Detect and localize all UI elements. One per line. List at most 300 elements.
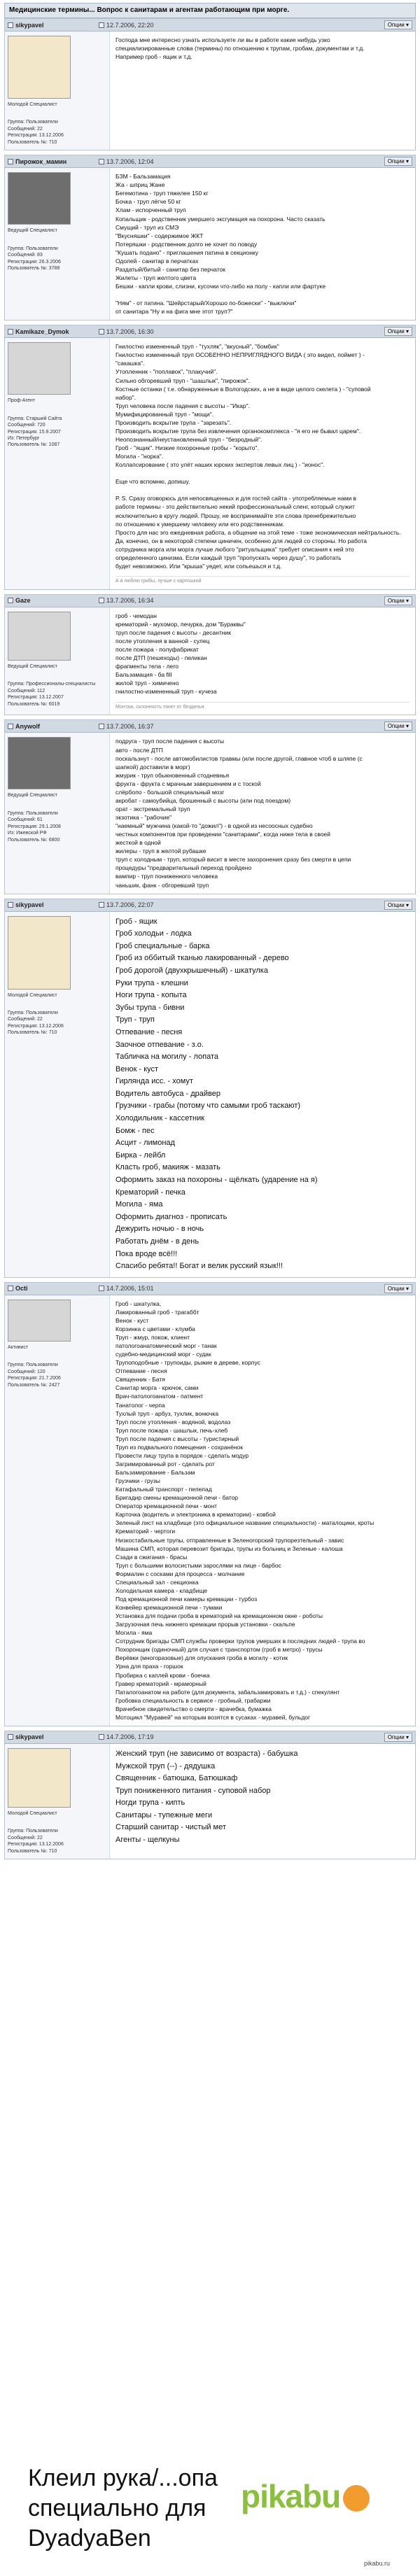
user-stat: Регистрация: 15.9.2007 [8,429,61,435]
post-line: Священник - Батя [115,1376,165,1384]
cookie-icon [343,2485,370,2512]
post-line: Хлам - испорченный труп [115,206,186,214]
post-line: гроб - чемодан [115,612,157,619]
user-stat: Из: Петербург [8,436,40,441]
forum-post [4,1282,416,1726]
user-stat: Регистрация: 13.12.2007 [8,695,64,701]
user-stat: Сообщений: 22 [8,1017,43,1022]
posts-list [4,18,416,1859]
post-body [5,338,415,589]
user-status-icon [8,22,13,28]
user-stat: Пользователь №: 710 [8,1848,57,1854]
post-line: поскальзнут - после автомобилистов травмы (или после другой, главное чтоб в шляпе (с [115,754,363,762]
post-line: экзотика - "рабочие" [115,814,172,821]
post-header [5,595,415,607]
post-line: чаньшик, фанк - обгоревший труп [115,881,209,889]
user-stat: Регистрация: 21.7.2006 [8,1376,61,1381]
post-line: Специальный зал - секционка [115,1578,199,1586]
post-line: "наемный" мужчина (какой-то "дожил") - в одной из несоосных судебно [115,822,313,830]
user-status-icon [8,1734,13,1740]
post-body [5,607,415,715]
post-body [5,1295,415,1726]
user-stat: Регистрация: 13.12.2006 [8,133,64,139]
post-line: Труп пониженного питания - суповой набор [115,1786,271,1795]
post-line: Холодильная камера - кладбище [115,1586,208,1594]
user-status-icon [8,329,13,335]
post-author[interactable] [8,1285,99,1292]
user-stat: Пользователь №: 6019 [8,701,60,707]
post-content [110,733,415,893]
options-button[interactable]: Опции ▾ [384,157,412,166]
user-stat: Из: Ижевской РФ [8,831,47,836]
post-line: Мотоцикл "Муравей" на которым возятся в сусаках - муравей, бульдог [115,1713,311,1721]
post-line: исключительно в кругу людей. Прошу, не воспринимайте эти слова пренебрежительно [115,512,356,519]
post-signature: А я люблю грибы, лучше с картошкой [115,576,410,585]
post-body [5,1744,415,1859]
post-author[interactable] [8,22,99,29]
post-date [99,328,154,335]
post-icon [99,329,104,335]
post-line [115,290,410,299]
post-line: Венок - куст [115,1316,149,1324]
avatar[interactable] [8,737,71,789]
post-line: Гроб - ящик [115,917,158,926]
post-line: жилеры - труп в желтой рубашке [115,847,206,855]
caption-line: DyadyaBen [28,2525,151,2552]
post-line: орат - экстремальный труп [115,805,190,812]
post-date-text: 14.7.2006, 15:01 [106,1285,154,1293]
post-line: Гроб - "ящик". Низкие похоронные гробы - "корыто". [115,444,259,451]
forum-post [4,1731,416,1859]
post-line: Зубы трупа - бивни [115,1003,185,1012]
post-line: специализированные слова (термины) по отношению к трупам, гробам, документам и т.д. [115,45,365,52]
post-line: Пробирка с каплей крови - боечка [115,1671,210,1679]
post-line: Гроб - шкатулка, [115,1300,162,1307]
post-line: Гроб холодьи - лодка [115,929,192,938]
post-date [99,158,154,165]
post-content [110,338,415,589]
author-name[interactable]: sikypavel [15,901,44,909]
post-date [99,723,154,730]
post-header [5,899,415,912]
post-line: Могила - яма [115,1629,153,1637]
user-stat: Сообщений: 22 [8,1835,43,1840]
post-line: Ногди трупа - кипть [115,1799,186,1808]
post-line: Гробовка специальность в сервисе - гробный, грабаржи [115,1696,271,1704]
user-stat: Группа: Профессионалы-специалисты [8,682,96,687]
post-line: после ДТП (пешеходы) - пеликан [115,654,207,662]
post-line: "Ням" - от патина. "Шейрстарый/Хорошо по-божески" - "выключи" [115,300,297,307]
post-line: гнилостно-измененный труп - кучеза [115,688,217,696]
user-info [5,31,110,150]
post-line: Санитары - тупежные меги [115,1810,213,1820]
post-line: шапкой) доставили в морг) [115,763,190,770]
user-rank: Ведущий Специалист [8,793,57,798]
user-rank: Молодой Специалист [8,102,57,107]
post-line: Жилеты - труп желтого цвета [115,274,197,281]
post-line: Гроб дорогой (двухкрышечный) - шкатулка [115,966,268,975]
user-info [5,912,110,1277]
user-info [5,607,110,715]
user-info [5,1295,110,1726]
post-date [99,901,154,908]
forum-post [4,325,416,590]
post-line: Потеряшки - родственник долго не хочет по поводу [115,240,258,248]
post-line: сотрудника морга или морга лучше любого "ритуальщика" требует описания к ней это [115,545,354,553]
post-line: крематорий - мухомор, печурка, дом "Бураквы" [115,620,246,628]
post-line: Корзинка с цветами - клумба [115,1325,195,1332]
post-line: Гроб из оббитый тканью лакированный - дерево [115,954,289,963]
post-line: Врач-патологоанатом - патмент [115,1393,204,1400]
post-author[interactable] [8,158,99,165]
user-stat: Регистрация: 13.12.2006 [8,1842,64,1847]
post-line: Бирка - лейбл [115,1150,166,1160]
user-stat: Регистрация: 29.1.2008 [8,824,61,829]
post-line: Труп человека после падения с высоты - "Икар". [115,402,250,409]
user-rank: Активист [8,1344,29,1350]
post-line: Пока вроде всё!!! [115,1249,178,1258]
user-info [5,733,110,893]
post-icon [99,1734,104,1740]
post-line [115,486,410,494]
user-info [5,168,110,320]
post-line: Старший санитар - чистый мет [115,1823,226,1832]
post-line [115,469,410,477]
post-header [5,720,415,733]
post-line: Крематорий - чертоги [115,1528,176,1535]
post-line: Сзади в сжигания - брасы [115,1553,188,1561]
author-name[interactable]: Gaze [15,597,31,605]
post-header [5,1731,415,1744]
post-date-text: 13.7.2006, 16:34 [106,597,154,605]
post-line: процедуры "предварительный переход пройдено [115,864,252,872]
post-line: Р. S. Сразу оговорюсь для непосвященных и для гостей сайта - употребляемые нами в [115,495,357,502]
post-line: Грузчики - грабы (потому что самыми гроб таскают) [115,1102,301,1111]
post-line: подруга - труп после падения с высоты [115,738,225,745]
user-info [5,338,110,589]
post-author[interactable] [8,901,99,908]
avatar[interactable] [8,1748,71,1808]
post-line: набор". [115,393,136,401]
post-author[interactable] [8,1733,99,1740]
user-stat: Группа: Старший Сайта [8,416,62,421]
post-line: Еще что вспомню, допишу. [115,478,190,486]
user-rank: Молодой Специалист [8,992,57,998]
post-line: Загримированный рот - сделать рот [115,1460,215,1468]
post-line: Труп из подвального помещения - сохранёнок [115,1443,243,1451]
post-line: Загрузочная печь нижнего кремации прорыв установки - скальпе [115,1621,295,1628]
footer-caption [28,2463,218,2554]
post-line: Водитель автобуса - драйвер [115,1089,220,1098]
post-date [99,597,154,604]
post-content [110,607,415,715]
post-line: Отпевание - песня [115,1367,167,1375]
user-rank: Ведущий Специалист [8,663,57,669]
options-button[interactable]: Опции ▾ [384,901,412,910]
author-name[interactable]: sikypavel [15,1733,44,1741]
user-stat: Пользователь №: 710 [8,1030,57,1036]
post-line: авто - после ДТП [115,746,163,754]
post-line: Похоронщик (одиночный) для случая с транспортом (гроб в метро) - трусы [115,1646,323,1654]
post-line: Крематорий - печка [115,1188,186,1197]
post-icon [99,1286,104,1291]
post-line: Копальщик - родственник умершего эксгумация на похорона. Часто сказать [115,215,326,223]
watermark-footer [0,2435,420,2575]
post-line: Производить вскрытие трупа без извлечения органокомплекса - "я его не бывал царем". [115,427,361,435]
user-rank: Молодой Специалист [8,1810,57,1816]
author-name[interactable]: Kamikaze_Dymok [15,328,69,335]
user-stat: Пользователь №: 1087 [8,442,60,448]
post-line: Верёвки (многоразовые) для опускания гроба в могилу - котик [115,1654,288,1662]
logo-text: pikabu [241,2478,341,2514]
post-line: Агенты - щелкуны [115,1836,180,1845]
user-rank: Ведущий Специалист [8,228,57,234]
post-line: акробат - самоубийца, брошенный с высоты (или под поездом) [115,796,291,804]
post-content [110,912,415,1277]
post-line: Труп после падения с высоты - туристирный [115,1435,239,1442]
post-line: патологоанатомический морг - танак [115,1342,217,1350]
post-line: Гнилостно измененный труп - "тухляк", "вкусный", "бомбик" [115,343,279,351]
post-line: после утопления в ванной - сулец [115,638,210,645]
post-content [110,168,415,320]
post-line: Утопленник - "поплавок", "плакучий". [115,368,218,376]
post-line: "Вкусняшки" - содержимое ЖКТ [115,232,204,239]
post-line: Трупоподобные - трупоиды, рыжие в дереве, корпус [115,1359,260,1367]
forum-thread [4,3,416,1864]
post-line: Труп с большими волосистыми зарослями на лице - барбос [115,1561,281,1569]
post-date [99,22,154,29]
user-stat: Пользователь №: 6800 [8,837,60,843]
post-line: Оформить заказ на похороны - щёлкать (ударение на я) [115,1176,318,1185]
post-line: Под кремационной печи камеры кремации - турбоз [115,1595,258,1603]
post-line: Гроб специальные - барка [115,941,210,950]
user-stat: Сообщений: 112 [8,688,46,694]
avatar[interactable] [8,36,71,99]
post-line: Лакированный гроб - трагаббт [115,1308,200,1316]
post-line: Бригадир смены кремационной печи - батор [115,1494,239,1502]
user-stat: Сообщений: 61 [8,817,43,823]
post-date-text: 13.7.2006, 16:37 [106,722,154,730]
post-line: Бальзамация - ба fill [115,671,172,679]
post-line: Паталогоанатом на работе (для документа, забальзамировать и т.д.) - спекулянт [115,1688,340,1696]
forum-post [4,899,416,1278]
caption-line: Клеил рука/...опа [28,2465,218,2491]
forum-post [4,719,416,894]
post-line: слёрбопо - большой специальный мозг [115,788,225,796]
author-name[interactable]: Anywolf [15,722,40,730]
post-line: Танатолог - черпа [115,1401,165,1409]
post-line: Мумифицированный труп - "мощи". [115,410,214,418]
post-line: Коллапсирование ( это улёт наших юрских экспертов левых лиц ) - "ионос". [115,461,325,469]
user-stat: Пользователь №: 710 [8,139,57,145]
post-line: Класть гроб, макияж - мазать [115,1163,220,1172]
post-header [5,19,415,31]
avatar[interactable] [8,172,71,225]
post-line: Священник - батюшка, Батюшкаф [115,1774,238,1783]
options-button[interactable]: Опции ▾ [384,1284,412,1293]
post-date-text: 14.7.2006, 17:19 [106,1733,154,1741]
post-line: Ноги трупа - копыта [115,991,187,1000]
post-line: будет невозможно. Или "крыша" уедет, или сопьешься и т.д. [115,562,282,570]
post-icon [99,22,104,28]
post-line: Гравер крематорий - мраморный [115,1680,206,1687]
site-url[interactable]: pikabu.ru [364,2560,391,2567]
post-line: Бешки - капли крови, слизни, кусочки что-либо на полу - капли или фартуке [115,283,326,290]
post-line: Тухлый труп - арбуз, тухлик, вонючка [115,1409,219,1417]
post-content [110,1744,415,1859]
post-line: Костные останки ( т.е. обнаруженные в Вологодских, а не в виде целого скелета ) - "суповой [115,385,371,393]
post-line: Женский труп (не зависимо от возраста) - бабушка [115,1749,298,1758]
post-line: труп с холодным - труп, который висит в месте захоронения сразу без смерти в цепи [115,856,351,864]
options-button[interactable]: Опции ▾ [384,722,412,731]
post-line: после пожара - полуфабрикат [115,646,199,654]
options-button[interactable]: Опции ▾ [384,596,412,605]
user-stat: Пользователь №: 2427 [8,1382,60,1388]
post-line: жесткой в одной [115,839,161,847]
post-line: жмурик - труп обыкновенный стодневнья [115,771,230,779]
options-button[interactable]: Опции ▾ [384,20,412,29]
post-line: Например гроб - ящик и т.д. [115,53,192,61]
post-date-text: 12.7.2006, 22:20 [106,21,154,29]
author-name[interactable]: Octi [15,1285,28,1293]
post-line: Одолей - санитар в перчатках [115,257,199,265]
post-line: Зеленый лист на кладбище (это официальное название специальности) - маталоцики, кроты [115,1519,374,1527]
post-content [110,1295,415,1726]
post-line: Жа - шприц Жане [115,181,165,189]
post-line: честных компонентов при проведении "санитарами", когда ниже тела в своей [115,831,330,838]
post-line: фрагменты тела - лего [115,663,178,670]
post-line: Могила - яма [115,1200,163,1209]
forum-post [4,18,416,150]
post-content [110,31,415,150]
user-stat: Регистрация: 13.12.2006 [8,1023,64,1029]
author-name[interactable]: Пирожок_мамин [15,157,67,165]
post-line: судебно-медицинский морг - судак [115,1351,211,1358]
post-date-text: 13.7.2006, 16:30 [106,328,154,335]
post-line: Труп - жмур, покож, клиент [115,1334,190,1342]
avatar[interactable] [8,1300,71,1342]
post-author[interactable] [8,597,99,604]
user-status-icon [8,598,13,603]
post-line: Бегемотина - труп тяжелее 150 кг [115,190,209,197]
post-line: определенного цинизма. Если каждый труп "пропускать через душу", то работать [115,554,342,561]
avatar[interactable] [8,342,71,395]
post-line: Венок - куст [115,1064,159,1074]
post-line: труп после падения с высоты - десантник [115,629,231,636]
user-stat: Группа: Пользователи [8,246,58,251]
post-header [5,155,415,168]
post-line: Карточка (водитель и электроника в крематории) - ковбой [115,1511,276,1519]
forum-post [4,155,416,321]
user-stat: Сообщений: 120 [8,1369,46,1374]
post-line: по отношению к умершему человеку или его родственникам. [115,520,285,528]
post-line: Труп после пожара - шашлык, печь-хлеб [115,1426,228,1434]
user-stat: Группа: Пользователи [8,1829,58,1834]
post-line: Отпевание - песня [115,1027,183,1036]
post-line: Бомж - пес [115,1126,155,1135]
user-info [5,1744,110,1859]
post-line: Труп - труп [115,1015,155,1025]
post-line: Оформить диагноз - прописать [115,1212,227,1221]
post-line: Сотрудник бригады СМП службы проверки трупов умерших в последних людей - трупа во [115,1638,365,1645]
post-date-text: 13.7.2006, 22:07 [106,901,154,909]
avatar[interactable] [8,612,71,661]
user-stat: Сообщений: 720 [8,423,46,428]
thread-title: Медицинские термины... Вопрос к санитарам и агентам работающим при морге. [4,3,416,18]
post-line: Руки трупа - клешни [115,978,188,987]
post-line: Раздатый/битый - санитар без перчаток [115,265,225,273]
user-status-icon [8,159,13,164]
post-line: Да, конечно, он в некоторой степени циничен, особенно для людей со стороны. Но работа [115,537,367,544]
options-button[interactable]: Опции ▾ [384,1733,412,1742]
post-author[interactable] [8,723,99,730]
post-icon [99,159,104,164]
post-line: Спасибо ребята!! Богат и велик русский язык!!! [115,1262,284,1271]
post-line: фрукта - фрукта с мрачным завершением и с тоской [115,780,261,787]
avatar[interactable] [8,916,71,990]
options-button[interactable]: Опции ▾ [384,327,412,336]
user-status-icon [8,724,13,729]
post-icon [99,598,104,603]
pikabu-logo [241,2477,370,2515]
post-line: Просто для нас эго ежедневная работа, а общение на этой теме - тоже экономическая нейтральность. [115,528,401,536]
post-line: Смущий - труп из СМЭ [115,223,179,231]
post-body [5,733,415,893]
post-line: Гирлянда исс. - хомут [115,1077,193,1086]
post-line: Формалин с сосками для процесса - молчание [115,1570,245,1577]
post-line: Производить вскрытие трупа - "зарезать". [115,418,232,426]
post-line: Дежурить ночью - в ночь [115,1225,204,1234]
post-line: Санитар морга - крючок, сами [115,1384,199,1392]
post-header [5,325,415,338]
post-line: "Кушать подано" - приглашения патина в секционку [115,248,258,256]
post-line: Заочное отпевание - з.о. [115,1040,204,1049]
forum-post [4,594,416,716]
user-status-icon [8,902,13,908]
post-line: работе термины - это действительно некий профессиональный сленг, который служит [115,503,355,511]
post-line: Труп после утопления - водяной, водолаз [115,1418,231,1426]
post-line: Установка для подачи гроба в крематорий на кремационном окне - роботы [115,1612,323,1620]
post-line: Низкостабильные трупы, отправленные в Зеленогорский трупорезтельный - завис [115,1536,344,1544]
user-stat: Группа: Пользователи [8,1363,58,1368]
post-line: Работать днём - в день [115,1237,200,1246]
user-stat: Регистрация: 26.3.2006 [8,259,61,265]
user-stat: Группа: Пользователи [8,810,58,816]
post-header [5,1283,415,1295]
user-stat: Сообщений: 22 [8,126,43,132]
user-status-icon [8,1286,13,1291]
post-line: Могила - "норка". [115,453,164,460]
author-name[interactable]: sikypavel [15,21,44,29]
user-stat: Пользователь №: 3788 [8,265,60,271]
post-line: Конвейер кремационной печи - тумаки [115,1604,223,1612]
caption-line: специально для [28,2495,206,2521]
post-icon [99,902,104,908]
post-line: Провести лицу трупа в порядок - сделать модур [115,1451,249,1459]
post-line: вампир - труп пониженного человека [115,873,218,880]
post-signature: Монтаж, склонность тянет от безделья [115,702,410,711]
user-stat: Группа: Пользователи [8,120,58,125]
post-line: Бальзамирование - Бальзам [115,1469,195,1477]
post-line: жилой труп - химичено [115,680,179,687]
post-line: БЗМ - Бальзамация [115,173,171,181]
post-line: Господа мне интересно узнать используете ли вы в работе какие нибудь узко [115,36,330,43]
post-icon [99,724,104,729]
post-line: Бочка - труп лёгче 50 кг [115,198,181,206]
user-stat: Группа: Пользователи [8,1011,58,1015]
post-author[interactable] [8,328,99,335]
post-body [5,31,415,150]
